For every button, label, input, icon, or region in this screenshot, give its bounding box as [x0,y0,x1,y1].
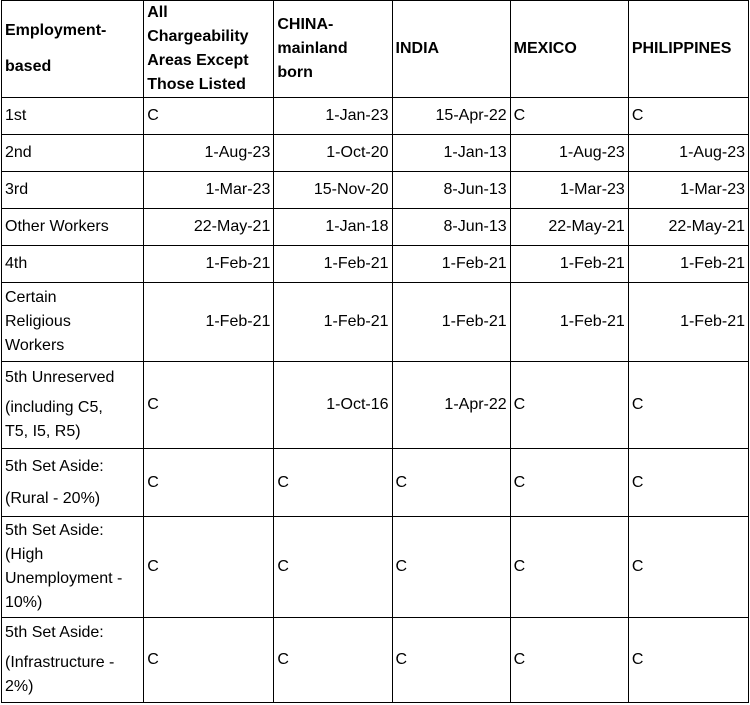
row-label [2,283,144,362]
header-line: Chargeability [147,28,249,45]
table-cell: 15-Apr-22 [392,98,510,135]
table-row [2,98,749,135]
table-cell: C [144,449,274,517]
table-cell: 1-Feb-21 [628,283,748,362]
table-cell: C [628,618,748,703]
row-label: 1st [2,98,144,135]
column-header [144,1,274,98]
table-cell: 1-Jan-18 [274,209,392,246]
table-cell: 8-Jun-13 [392,209,510,246]
header-line: mainland [277,40,348,57]
table-cell: 1-Mar-23 [144,172,274,209]
table-cell: C [144,362,274,449]
header-line: Employment- [5,22,107,39]
table-cell: C [628,98,748,135]
table-cell: 1-Feb-21 [392,246,510,283]
table-cell: C [274,449,392,517]
table-cell: C [144,517,274,618]
table-row [2,362,749,449]
table-cell: 1-Feb-21 [392,283,510,362]
header-row [2,1,749,98]
row-label: 2nd [2,135,144,172]
header-line: Those Listed [147,76,246,93]
row-label-line: 5th Set Aside: [5,457,104,475]
table-row [2,618,749,703]
table-cell: C [510,362,628,449]
table-cell: 1-Feb-21 [510,283,628,362]
column-header: PHILIPPINES [628,1,748,98]
table-cell: C [510,449,628,517]
table-cell: 22-May-21 [144,209,274,246]
row-label-line: 10%) [5,594,43,611]
table-cell: 1-Feb-21 [274,283,392,362]
table-cell: 8-Jun-13 [392,172,510,209]
table-cell: C [144,98,274,135]
column-header [2,1,144,98]
header-line: born [277,64,313,81]
table-cell: C [392,517,510,618]
row-label-line: (High [5,546,44,563]
row-label-line: 5th Set Aside: [5,624,104,641]
table-row [2,246,749,283]
table-cell: C [628,362,748,449]
table-cell: 1-Feb-21 [274,246,392,283]
table-cell: C [510,517,628,618]
table-cell: 1-Aug-23 [510,135,628,172]
table-row [2,449,749,517]
table-cell: 1-Oct-16 [274,362,392,449]
row-label: Other Workers [2,209,144,246]
table-cell: C [274,618,392,703]
row-label-line: 5th Unreserved [5,369,115,386]
row-label-line: 5th Set Aside: [5,522,104,539]
table-row [2,135,749,172]
table-cell: 1-Feb-21 [144,283,274,362]
table-cell: C [392,618,510,703]
row-label [2,362,144,449]
table-cell: C [144,618,274,703]
header-line: CHINA- [277,16,334,33]
visa-bulletin-table [1,0,749,703]
table-cell: 1-Feb-21 [510,246,628,283]
row-label-line: (including C5, [5,399,103,416]
table-cell: C [510,98,628,135]
column-header [274,1,392,98]
table-cell: C [274,517,392,618]
table-row [2,209,749,246]
table-row [2,517,749,618]
column-header: MEXICO [510,1,628,98]
row-label [2,517,144,618]
table-cell: 1-Mar-23 [628,172,748,209]
table-row [2,172,749,209]
table-cell: 1-Feb-21 [144,246,274,283]
header-line: Areas Except [147,52,249,69]
row-label: 3rd [2,172,144,209]
table-cell: 1-Feb-21 [628,246,748,283]
table-cell: 15-Nov-20 [274,172,392,209]
table-cell: C [392,449,510,517]
table-row [2,283,749,362]
table-cell: C [628,517,748,618]
row-label-line: (Infrastructure - [5,654,115,671]
row-label-line: 2%) [5,678,34,695]
table-cell: 1-Aug-23 [144,135,274,172]
row-label-line: T5, I5, R5) [5,423,81,440]
header-line: based [5,58,52,75]
table-cell: 1-Jan-13 [392,135,510,172]
row-label [2,449,144,517]
row-label-line: Religious [5,313,71,330]
row-label-line: Certain [5,289,57,306]
table-cell: 22-May-21 [628,209,748,246]
table-cell: 1-Aug-23 [628,135,748,172]
table-cell: 1-Mar-23 [510,172,628,209]
header-line: All [147,4,168,21]
table-cell: C [510,618,628,703]
row-label-line: Unemployment - [5,570,123,587]
column-header: INDIA [392,1,510,98]
table-cell: 1-Jan-23 [274,98,392,135]
table-cell: 1-Oct-20 [274,135,392,172]
row-label-line: Workers [5,337,65,354]
row-label [2,618,144,703]
table-cell: 1-Apr-22 [392,362,510,449]
row-label-line: (Rural - 20%) [5,489,101,507]
row-label: 4th [2,246,144,283]
table-cell: C [628,449,748,517]
table-cell: 22-May-21 [510,209,628,246]
